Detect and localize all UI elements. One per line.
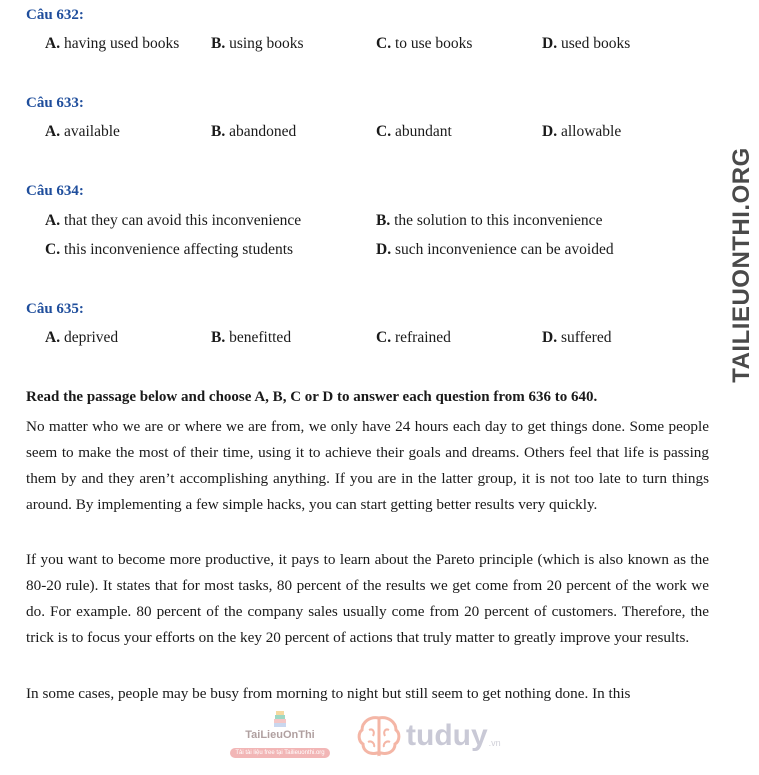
option-633-d: D. allowable [542, 123, 622, 140]
option-632-c: C. to use books [376, 35, 473, 52]
option-635-d: D. suffered [542, 329, 612, 346]
option-635-a: A. deprived [45, 329, 119, 346]
question-635-title: Câu 635: [26, 301, 84, 317]
option-635-c: C. refrained [376, 329, 451, 346]
logo2-suffix: .vn [488, 738, 501, 748]
tailieuonthi-logo [218, 708, 342, 768]
question-633-title: Câu 633: [26, 95, 84, 111]
option-634-c: C. this inconvenience affecting students [45, 241, 294, 258]
option-634-a: A. that they can avoid this inconvenience [45, 212, 302, 229]
option-632-a: A. having used books [45, 35, 180, 52]
book-stack-icon [272, 710, 288, 728]
option-632-d: D. used books [542, 35, 631, 52]
question-632-title: Câu 632: [26, 7, 84, 23]
option-634-d: D. such inconvenience can be avoided [376, 241, 614, 258]
side-watermark: TAILIEUONTHI.ORG [728, 147, 755, 383]
option-634-b: B. the solution to this inconvenience [376, 212, 603, 229]
passage-paragraph-1: No matter who we are or where we are from, we only have 24 hours each day to get things done. Some people seem to make the most of their time, using it to achieve their goals and dreams. Others feel that life is passing them by and they aren’t accomplishing anything. If you are in the latter group, it is not too late to turn things around. By implementing a few simple hacks, you can start getting better results very quickly. [26, 418, 709, 513]
question-634-title: Câu 634: [26, 183, 84, 199]
brain-icon [356, 714, 402, 758]
tuduy-logo [356, 713, 501, 759]
passage-paragraph-2: If you want to become more productive, it pays to learn about the Pareto principle (which is also known as the 80-20 rule). It states that for most tasks, 80 percent of the results we get come from 20 percent of the work we do. For example. 80 percent of the company sales usually come from 20 percent of customers. Therefore, the trick is to focus your efforts on the key 20 percent of actions that truly matter to greatly improve your results. [26, 551, 709, 646]
passage-instruction: Read the passage below and choose A, B, C or D to answer each question from 636 to 640. [26, 389, 598, 405]
passage-paragraph-3: In some cases, people may be busy from morning to night but still seem to get nothing done. In this [26, 685, 631, 702]
option-633-b: B. abandoned [211, 123, 297, 140]
logo2-name: tuduy [406, 719, 488, 752]
option-633-a: A. available [45, 123, 120, 140]
option-632-b: B. using books [211, 35, 304, 52]
option-633-c: C. abundant [376, 123, 452, 140]
logo1-tagline: Tải tài liệu free tại Tailieuonthi.org [230, 748, 329, 758]
option-635-b: B. benefitted [211, 329, 292, 346]
logo1-name: TaiLieuOnThi [245, 729, 315, 741]
